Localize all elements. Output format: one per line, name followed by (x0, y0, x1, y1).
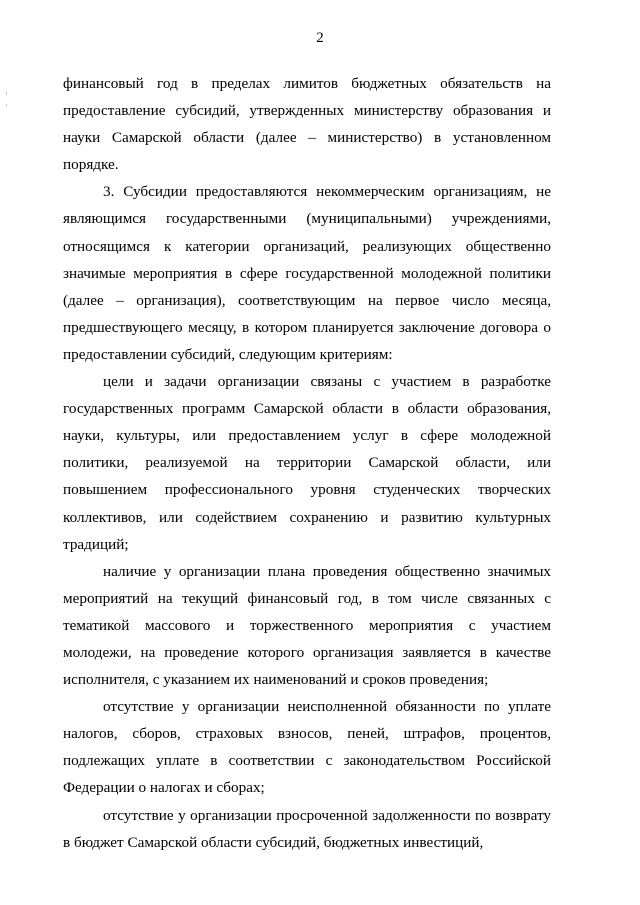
scan-mark (6, 92, 7, 94)
scan-mark (6, 104, 7, 106)
paragraph-criterion-plan: наличие у организации плана проведения общественно значимых мероприятий на текущий финансовый год, в том числе связанных с тематикой массового и торжественного мероприятия с участием молодежи, на проведение которого организация заявляется в качестве исполнителя, с указанием их наименований и сроков проведения; (63, 562, 551, 689)
page-number: 2 (316, 30, 324, 46)
paragraph-item-3: 3. Субсидии предоставляются некоммерческим организациям, не являющимся государственными (муниципальными) учреждениями, относящимся к категории организаций, реализующих общественно значимые мероприятия в сфере государственной молодежной политики (далее – организация), соответствующим на первое число месяца, предшествующего месяцу, в котором планируется заключение договора о предоставлении субсидий, следующим критериям: (63, 183, 551, 363)
paragraph-criterion-goals: цели и задачи организации связаны с участием в разработке государственных программ Самарской области в области образования, науки, культуры, или предоставлением услуг в сфере молодежной политики, реализуемой на территории Самарской области, или повышением профессионального уровня студенческих творческих коллективов, или содействием сохранению и развитию культурных традиций; (63, 373, 551, 553)
paragraph-criterion-debt: отсутствие у организации просроченной задолженности по возврату в бюджет Самарской области субсидий, бюджетных инвестиций, (63, 806, 551, 851)
paragraph-continuation: финансовый год в пределах лимитов бюджетных обязательств на предоставление субсидий, утвержденных министерству образования и науки Самарской области (далее – министерство) в установленном порядке. (63, 75, 551, 174)
paragraph-criterion-taxes: отсутствие у организации неисполненной обязанности по уплате налогов, сборов, страховых взносов, пеней, штрафов, процентов, подлежащих уплате в соответствии с законодательством Российской Федерации о налогах и сборах; (63, 698, 551, 797)
document-body (63, 70, 551, 856)
